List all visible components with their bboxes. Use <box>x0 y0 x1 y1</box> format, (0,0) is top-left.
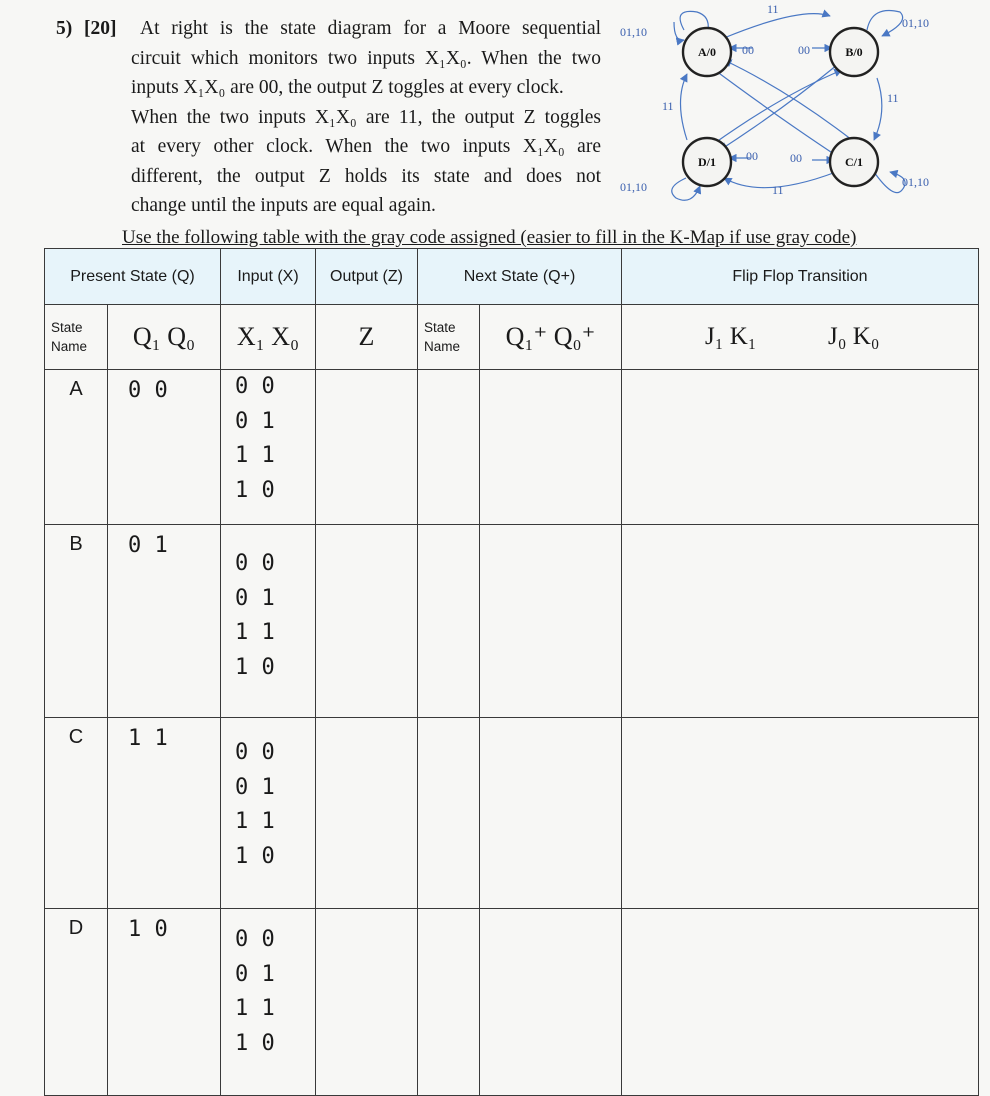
label-left-11: 11 <box>662 99 674 113</box>
edge-b-c-11 <box>874 78 882 140</box>
header-present-state: Present State (Q) <box>45 249 221 305</box>
problem-line-1: 5) [20] At right is the state diagram for a Moore sequential <box>56 18 602 39</box>
problem-line-2: circuit which monitors two inputs X₁X₀. When the two <box>131 47 601 69</box>
edge-b-d-00 <box>720 65 837 150</box>
row-output-cell[interactable] <box>316 370 418 525</box>
edge-d-b-00 <box>712 70 842 145</box>
row-next-name-cell[interactable] <box>418 718 480 909</box>
row-jk-cell[interactable] <box>622 370 979 525</box>
state-c-label: C/1 <box>845 155 863 169</box>
state-b-label: B/0 <box>845 45 863 59</box>
row-state-name: B <box>45 525 108 718</box>
label-top-11: 11 <box>767 2 779 16</box>
row-inputs: 0 0 0 1 1 1 1 0 <box>221 370 316 525</box>
subheader-x1x0: X₁ X₀ <box>221 305 316 370</box>
table-row <box>45 370 979 525</box>
label-d-self: 01,10 <box>620 180 647 194</box>
label-c-00: 00 <box>790 151 802 165</box>
subheader-jk <box>622 305 979 370</box>
row-q-value: 1 0 <box>108 909 221 1096</box>
problem-line-6: different, the output Z holds its state and does not <box>131 165 601 187</box>
header-ff-transition: Flip Flop Transition <box>622 249 979 305</box>
label-b-self: 01,10 <box>902 16 929 30</box>
label-a-00: 00 <box>742 43 754 57</box>
row-output-cell[interactable] <box>316 718 418 909</box>
row-jk-cell[interactable] <box>622 525 979 718</box>
state-table <box>44 248 979 1096</box>
state-diagram <box>612 0 990 215</box>
subheader-state-name: State Name <box>45 305 108 370</box>
table-row <box>45 718 979 909</box>
row-state-name: C <box>45 718 108 909</box>
label-d-00: 00 <box>746 149 758 163</box>
row-next-q-cell[interactable] <box>480 718 622 909</box>
problem-line-5: at every other clock. When the two inputs X₁X₀ are <box>131 136 601 157</box>
row-next-q-cell[interactable] <box>480 909 622 1096</box>
label-b-00: 00 <box>798 43 810 57</box>
row-jk-cell[interactable] <box>622 909 979 1096</box>
row-inputs: 0 0 0 1 1 1 1 0 <box>221 525 316 718</box>
self-loop-b <box>867 10 903 36</box>
row-next-name-cell[interactable] <box>418 909 480 1096</box>
header-row <box>45 249 979 305</box>
state-a-label: A/0 <box>698 45 716 59</box>
header-input: Input (X) <box>221 249 316 305</box>
edge-d-a-11 <box>681 74 688 140</box>
self-loop-c <box>874 172 905 193</box>
row-next-name-cell[interactable] <box>418 525 480 718</box>
row-inputs: 0 0 0 1 1 1 1 0 <box>221 718 316 909</box>
row-next-q-cell[interactable] <box>480 525 622 718</box>
row-q-value: 1 1 <box>108 718 221 909</box>
problem-number: 5) [20] <box>56 18 117 39</box>
edge-a-c-00 <box>712 68 840 158</box>
subheader-next-state-name: State Name <box>418 305 480 370</box>
edge-c-a-00 <box>724 60 852 140</box>
edge-a-b-11 <box>724 14 830 38</box>
subheader-j0k0: J₀ K₀ <box>828 323 880 350</box>
row-next-name-cell[interactable] <box>418 370 480 525</box>
row-jk-cell[interactable] <box>622 718 979 909</box>
header-output: Output (Z) <box>316 249 418 305</box>
row-inputs: 0 0 0 1 1 1 1 0 <box>221 909 316 1096</box>
subheader-q1q0: Q₁ Q₀ <box>108 305 221 370</box>
subheader-j1k1: J₁ K₁ <box>705 323 757 350</box>
problem-line-3: inputs X₁X₀ are 00, the output Z toggles at every clock. <box>131 77 564 98</box>
label-c-self: 01,10 <box>902 175 929 189</box>
header-next-state: Next State (Q+) <box>418 249 622 305</box>
row-next-q-cell[interactable] <box>480 370 622 525</box>
subheader-row <box>45 305 979 370</box>
label-right-11: 11 <box>887 91 899 105</box>
label-a-self: 01,10 <box>620 25 647 39</box>
row-q-value: 0 0 <box>108 370 221 525</box>
problem-line-7: change until the inputs are equal again. <box>131 195 436 216</box>
table-row <box>45 525 979 718</box>
row-state-name: A <box>45 370 108 525</box>
label-bottom-11: 11 <box>772 183 784 197</box>
row-output-cell[interactable] <box>316 909 418 1096</box>
problem-line-4: When the two inputs X₁X₀ are 11, the output Z toggles <box>131 106 601 128</box>
table-caption: Use the following table with the gray code assigned (easier to fill in the K-Map if use gray code) <box>122 227 857 248</box>
row-state-name: D <box>45 909 108 1096</box>
subheader-q-next: Q₁⁺ Q₀⁺ <box>480 305 622 370</box>
subheader-z: Z <box>316 305 418 370</box>
row-q-value: 0 1 <box>108 525 221 718</box>
state-d-label: D/1 <box>698 155 716 169</box>
row-output-cell[interactable] <box>316 525 418 718</box>
table-row <box>45 909 979 1096</box>
problem-text <box>56 14 601 221</box>
